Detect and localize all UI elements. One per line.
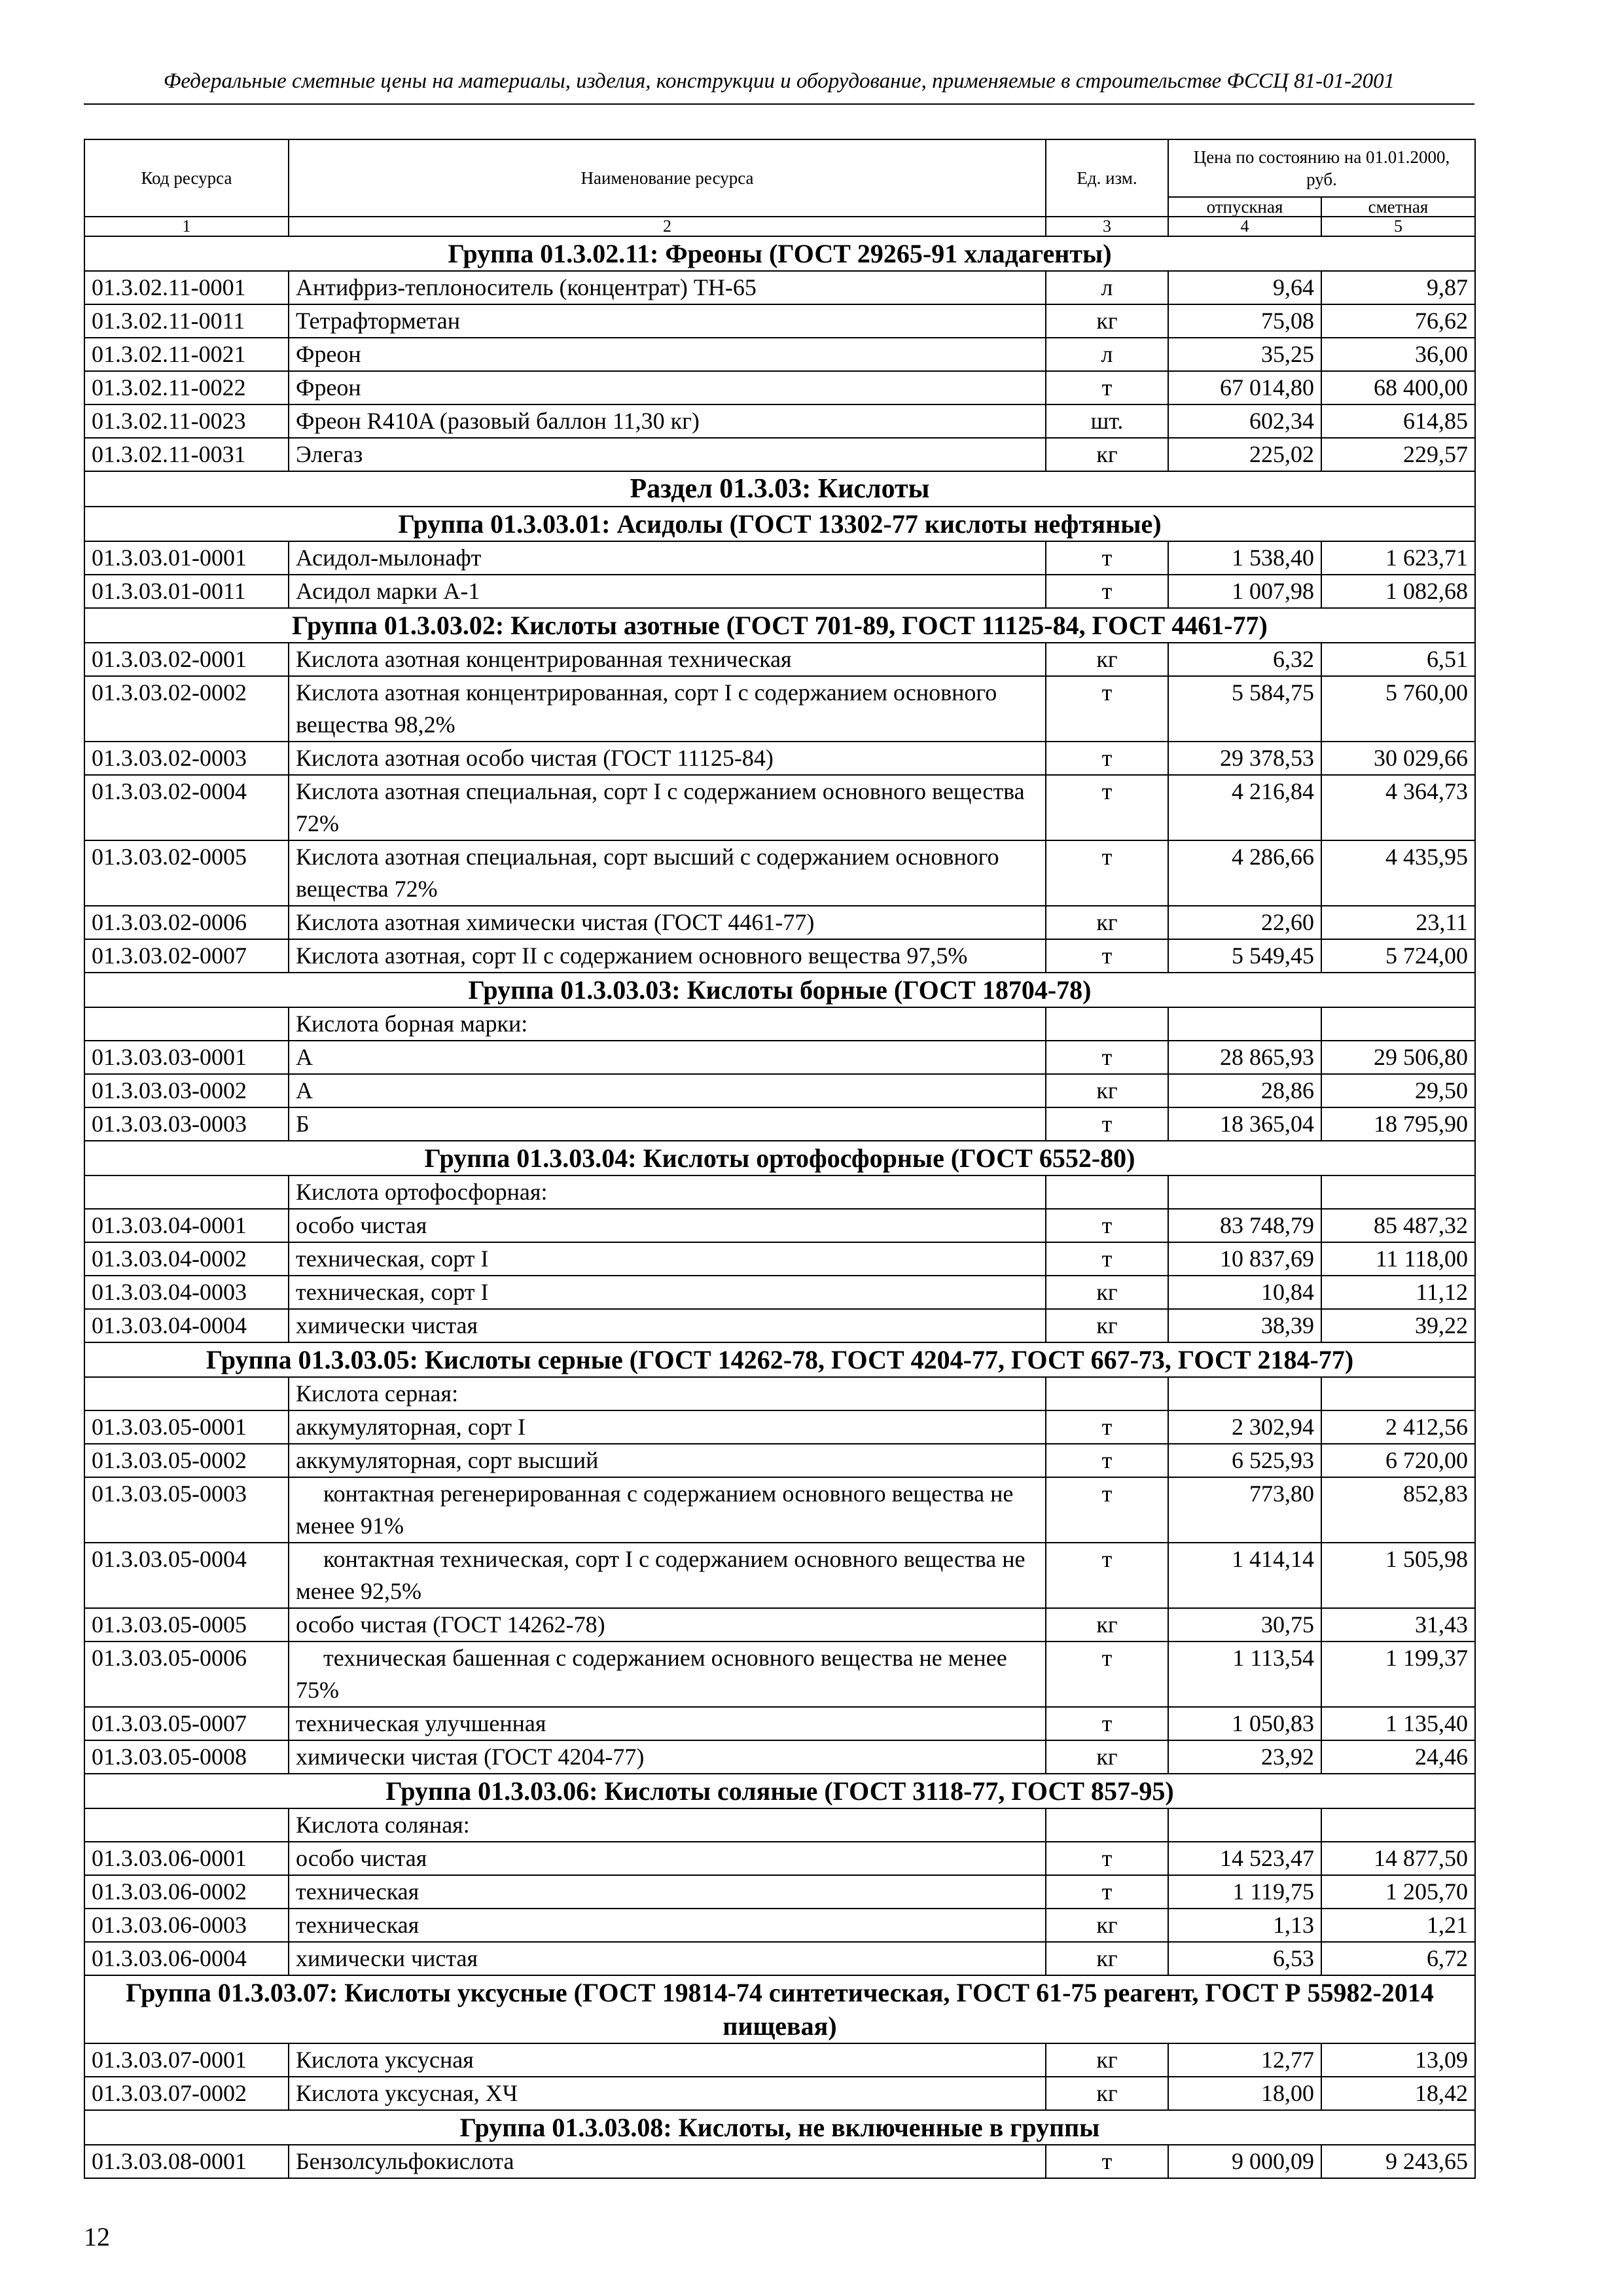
estimate-price: 30 029,66 [1321,742,1475,775]
estimate-price: 614,85 [1321,404,1475,438]
group-row [84,1975,1475,2043]
estimate-price: 9 243,65 [1321,2145,1475,2178]
release-price: 5 584,75 [1168,676,1321,742]
resource-code: 01.3.03.02-0003 [84,742,289,775]
table-row [84,2145,1475,2178]
resource-name: Бензолсульфокислота [289,2145,1046,2178]
unit-cell: т [1046,1543,1168,1608]
resource-name: Фреон [289,371,1046,404]
unit-cell: кг [1046,1074,1168,1107]
table-row [84,271,1475,304]
header-rule [84,103,1474,105]
unit-cell [1046,1175,1168,1209]
table-row [84,1209,1475,1242]
resource-name: Асидол-мылонафт [289,541,1046,575]
subheading-row [84,1377,1475,1410]
table-row [84,1242,1475,1276]
resource-name: Кислота соляная: [289,1808,1046,1842]
estimate-price: 6,72 [1321,1942,1475,1975]
resource-name [289,1477,1046,1543]
estimate-price: 1,21 [1321,1909,1475,1942]
release-price: 29 378,53 [1168,742,1321,775]
resource-name: Кислота азотная специальная, сорт высший с содержанием основного вещества 72% [289,840,1046,906]
release-price [1168,1007,1321,1041]
estimate-price: 85 487,32 [1321,1209,1475,1242]
group-row [84,1141,1475,1175]
unit-cell: т [1046,840,1168,906]
table-row [84,1041,1475,1074]
estimate-price: 23,11 [1321,906,1475,939]
release-price: 35,25 [1168,338,1321,371]
resource-code [84,1377,289,1410]
table-row [84,1309,1475,1342]
release-price: 30,75 [1168,1608,1321,1641]
section-row [84,471,1475,507]
resource-name: техническая, сорт I [289,1276,1046,1309]
table-row [84,1543,1475,1608]
unit-cell: кг [1046,643,1168,676]
resource-name: Тетрафторметан [289,304,1046,338]
resource-code: 01.3.03.02-0002 [84,676,289,742]
table-row [84,1909,1475,1942]
unit-cell: т [1046,1209,1168,1242]
estimate-price: 6 720,00 [1321,1444,1475,1477]
release-price: 28 865,93 [1168,1041,1321,1074]
resource-name: Кислота азотная концентрированная техническая [289,643,1046,676]
unit-cell: кг [1046,304,1168,338]
release-price: 6,53 [1168,1942,1321,1975]
resource-code: 01.3.03.07-0002 [84,2077,289,2110]
resource-code: 01.3.03.05-0001 [84,1410,289,1444]
resource-code: 01.3.03.06-0003 [84,1909,289,1942]
release-price: 1 538,40 [1168,541,1321,575]
unit-cell: кг [1046,1740,1168,1774]
release-price: 4 216,84 [1168,775,1321,840]
group-title: Группа 01.3.03.05: Кислоты серные (ГОСТ 14262-78, ГОСТ 4204-77, ГОСТ 667-73, ГОСТ 2184-77) [84,1342,1475,1377]
table-body [84,236,1475,2178]
estimate-price: 39,22 [1321,1309,1475,1342]
unit-cell: т [1046,1842,1168,1875]
group-title: Группа 01.3.03.03: Кислоты борные (ГОСТ 18704-78) [84,973,1475,1007]
resource-name: Кислота азотная особо чистая (ГОСТ 11125-84) [289,742,1046,775]
resource-code: 01.3.03.06-0001 [84,1842,289,1875]
release-price: 10,84 [1168,1276,1321,1309]
estimate-price: 6,51 [1321,643,1475,676]
resource-code: 01.3.03.05-0003 [84,1477,289,1543]
resource-name: А [289,1041,1046,1074]
release-price: 1 119,75 [1168,1875,1321,1909]
group-row [84,1342,1475,1377]
table-row [84,840,1475,906]
release-price: 4 286,66 [1168,840,1321,906]
resource-code: 01.3.02.11-0021 [84,338,289,371]
resource-name: Кислота азотная концентрированная, сорт I с содержанием основного вещества 98,2% [289,676,1046,742]
group-title: Группа 01.3.03.07: Кислоты уксусные (ГОСТ 19814-74 синтетическая, ГОСТ 61-75 реагент, ГОСТ Р 55982-2014 пищевая) [84,1975,1475,2043]
release-price: 22,60 [1168,906,1321,939]
resource-code: 01.3.02.11-0011 [84,304,289,338]
group-row [84,608,1475,643]
table-row [84,338,1475,371]
release-price: 1,13 [1168,1909,1321,1942]
release-price: 14 523,47 [1168,1842,1321,1875]
unit-cell: т [1046,541,1168,575]
release-price: 9,64 [1168,271,1321,304]
unit-cell: т [1046,371,1168,404]
resource-code: 01.3.03.03-0003 [84,1107,289,1141]
unit-cell: т [1046,742,1168,775]
release-price: 75,08 [1168,304,1321,338]
table-row [84,1875,1475,1909]
unit-cell [1046,1377,1168,1410]
col-header-unit: Ед. изм. [1046,139,1168,217]
unit-cell: кг [1046,1909,1168,1942]
unit-cell: т [1046,1242,1168,1276]
release-price: 83 748,79 [1168,1209,1321,1242]
resource-code: 01.3.03.02-0005 [84,840,289,906]
resource-name: Кислота уксусная, ХЧ [289,2077,1046,2110]
group-title: Группа 01.3.03.04: Кислоты ортофосфорные (ГОСТ 6552-80) [84,1141,1475,1175]
unit-cell: т [1046,1477,1168,1543]
table-row [84,1107,1475,1141]
subheading-row [84,1175,1475,1209]
estimate-price: 2 412,56 [1321,1410,1475,1444]
estimate-price: 11 118,00 [1321,1242,1475,1276]
resource-code: 01.3.03.08-0001 [84,2145,289,2178]
unit-cell: т [1046,775,1168,840]
release-price: 9 000,09 [1168,2145,1321,2178]
unit-cell: т [1046,2145,1168,2178]
release-price: 602,34 [1168,404,1321,438]
table-row [84,1410,1475,1444]
resource-name: химически чистая (ГОСТ 4204-77) [289,1740,1046,1774]
table-row [84,2043,1475,2077]
price-table [84,139,1476,2179]
resource-code: 01.3.03.05-0008 [84,1740,289,1774]
unit-cell: т [1046,676,1168,742]
table-row [84,371,1475,404]
group-row [84,973,1475,1007]
resource-name: Кислота серная: [289,1377,1046,1410]
estimate-price: 11,12 [1321,1276,1475,1309]
release-price: 10 837,69 [1168,1242,1321,1276]
estimate-price [1321,1377,1475,1410]
section-title: Раздел 01.3.03: Кислоты [84,471,1475,507]
estimate-price: 76,62 [1321,304,1475,338]
resource-name: особо чистая [289,1209,1046,1242]
resource-name: Кислота азотная специальная, сорт I с содержанием основного вещества 72% [289,775,1046,840]
unit-cell: т [1046,1444,1168,1477]
col-header-release: отпускная [1168,197,1321,217]
table-row [84,1276,1475,1309]
unit-cell: кг [1046,438,1168,471]
table-row [84,1444,1475,1477]
unit-cell: т [1046,575,1168,608]
release-price: 12,77 [1168,2043,1321,2077]
estimate-price: 36,00 [1321,338,1475,371]
unit-cell: кг [1046,1942,1168,1975]
table-row [84,742,1475,775]
col-number: 4 [1168,217,1321,236]
resource-name: особо чистая [289,1842,1046,1875]
table-row [84,304,1475,338]
release-price: 23,92 [1168,1740,1321,1774]
unit-cell [1046,1808,1168,1842]
table-row [84,1641,1475,1707]
group-row [84,507,1475,541]
col-number: 1 [84,217,289,236]
estimate-price: 29,50 [1321,1074,1475,1107]
resource-code: 01.3.03.07-0001 [84,2043,289,2077]
estimate-price: 4 435,95 [1321,840,1475,906]
subheading-row [84,1808,1475,1842]
resource-code [84,1808,289,1842]
release-price: 6 525,93 [1168,1444,1321,1477]
unit-cell: кг [1046,906,1168,939]
release-price: 5 549,45 [1168,939,1321,973]
resource-name: Фреон [289,338,1046,371]
page-number: 12 [84,2222,110,2251]
resource-name: химически чистая [289,1309,1046,1342]
table-row [84,575,1475,608]
resource-code: 01.3.03.02-0006 [84,906,289,939]
unit-cell: кг [1046,2043,1168,2077]
resource-name: Кислота борная марки: [289,1007,1046,1041]
resource-code: 01.3.03.02-0001 [84,643,289,676]
estimate-price: 1 505,98 [1321,1543,1475,1608]
resource-code: 01.3.03.04-0002 [84,1242,289,1276]
release-price: 773,80 [1168,1477,1321,1543]
resource-code: 01.3.03.02-0007 [84,939,289,973]
unit-cell: т [1046,939,1168,973]
resource-name: особо чистая (ГОСТ 14262-78) [289,1608,1046,1641]
resource-code: 01.3.03.03-0001 [84,1041,289,1074]
estimate-price: 1 135,40 [1321,1707,1475,1740]
resource-code [84,1175,289,1209]
resource-name: химически чистая [289,1942,1046,1975]
unit-cell: кг [1046,1276,1168,1309]
estimate-price: 9,87 [1321,271,1475,304]
resource-code: 01.3.03.02-0004 [84,775,289,840]
unit-cell [1046,1007,1168,1041]
group-title: Группа 01.3.02.11: Фреоны (ГОСТ 29265-91 хладагенты) [84,236,1475,271]
table-row [84,438,1475,471]
estimate-price: 24,46 [1321,1740,1475,1774]
running-header: Федеральные сметные цены на материалы, изделия, конструкции и оборудование, применяемые в строительстве ФССЦ 81-01-2001 [163,69,1395,93]
estimate-price: 5 724,00 [1321,939,1475,973]
estimate-price: 68 400,00 [1321,371,1475,404]
unit-cell: кг [1046,1608,1168,1641]
subheading-row [84,1007,1475,1041]
col-header-code: Код ресурса [84,139,289,217]
resource-code [84,1007,289,1041]
release-price [1168,1377,1321,1410]
resource-name [289,1543,1046,1608]
group-row [84,2110,1475,2145]
col-number: 5 [1321,217,1475,236]
resource-name: Антифриз-теплоноситель (концентрат) ТН-65 [289,271,1046,304]
release-price: 1 007,98 [1168,575,1321,608]
table-row [84,1740,1475,1774]
col-header-estimate: сметная [1321,197,1475,217]
release-price: 38,39 [1168,1309,1321,1342]
release-price [1168,1175,1321,1209]
table-row [84,906,1475,939]
resource-name: А [289,1074,1046,1107]
group-row [84,1774,1475,1808]
resource-name: техническая [289,1909,1046,1942]
resource-name-text: техническая башенная с содержанием основного вещества не менее 75% [296,1645,1007,1703]
table-row [84,643,1475,676]
estimate-price: 13,09 [1321,2043,1475,2077]
resource-name: техническая [289,1875,1046,1909]
resource-name: Кислота азотная химически чистая (ГОСТ 4461-77) [289,906,1046,939]
group-title: Группа 01.3.03.01: Асидолы (ГОСТ 13302-77 кислоты нефтяные) [84,507,1475,541]
estimate-price: 29 506,80 [1321,1041,1475,1074]
resource-code: 01.3.03.01-0001 [84,541,289,575]
col-header-price: Цена по состоянию на 01.01.2000, руб. [1168,139,1475,197]
resource-code: 01.3.02.11-0023 [84,404,289,438]
resource-name: Элегаз [289,438,1046,471]
table-row [84,1707,1475,1740]
resource-name: техническая, сорт I [289,1242,1046,1276]
unit-cell: шт. [1046,404,1168,438]
release-price: 1 414,14 [1168,1543,1321,1608]
resource-code: 01.3.02.11-0001 [84,271,289,304]
resource-name: аккумуляторная, сорт I [289,1410,1046,1444]
estimate-price: 852,83 [1321,1477,1475,1543]
group-title: Группа 01.3.03.08: Кислоты, не включенные в группы [84,2110,1475,2145]
estimate-price: 14 877,50 [1321,1842,1475,1875]
resource-code: 01.3.03.05-0005 [84,1608,289,1641]
release-price: 1 050,83 [1168,1707,1321,1740]
release-price: 225,02 [1168,438,1321,471]
release-price: 18 365,04 [1168,1107,1321,1141]
estimate-price: 4 364,73 [1321,775,1475,840]
estimate-price [1321,1007,1475,1041]
resource-code: 01.3.03.05-0007 [84,1707,289,1740]
unit-cell: т [1046,1641,1168,1707]
col-number: 3 [1046,217,1168,236]
resource-code: 01.3.03.04-0001 [84,1209,289,1242]
unit-cell: л [1046,271,1168,304]
resource-name: Фреон R410A (разовый баллон 11,30 кг) [289,404,1046,438]
table-row [84,1074,1475,1107]
unit-cell: л [1046,338,1168,371]
resource-name: Б [289,1107,1046,1141]
resource-name: Кислота ортофосфорная: [289,1175,1046,1209]
resource-code: 01.3.03.06-0004 [84,1942,289,1975]
resource-code: 01.3.03.04-0004 [84,1309,289,1342]
unit-cell: т [1046,1410,1168,1444]
resource-name [289,1641,1046,1707]
estimate-price: 18,42 [1321,2077,1475,2110]
estimate-price: 18 795,90 [1321,1107,1475,1141]
resource-code: 01.3.02.11-0031 [84,438,289,471]
resource-name-text: контактная регенерированная с содержанием основного вещества не менее 91% [296,1480,1014,1539]
release-price: 18,00 [1168,2077,1321,2110]
table-row [84,404,1475,438]
table-row [84,1842,1475,1875]
release-price: 6,32 [1168,643,1321,676]
estimate-price: 31,43 [1321,1608,1475,1641]
col-header-name: Наименование ресурса [289,139,1046,217]
group-row [84,236,1475,271]
unit-cell: т [1046,1041,1168,1074]
table-row [84,676,1475,742]
unit-cell: т [1046,1875,1168,1909]
estimate-price: 5 760,00 [1321,676,1475,742]
resource-code: 01.3.03.06-0002 [84,1875,289,1909]
unit-cell: т [1046,1107,1168,1141]
col-number: 2 [289,217,1046,236]
resource-code: 01.3.03.04-0003 [84,1276,289,1309]
resource-name: Асидол марки А-1 [289,575,1046,608]
unit-cell: т [1046,1707,1168,1740]
release-price: 67 014,80 [1168,371,1321,404]
resource-name: Кислота азотная, сорт II с содержанием основного вещества 97,5% [289,939,1046,973]
resource-name-text: контактная техническая, сорт I с содержанием основного вещества не менее 92,5% [296,1546,1026,1604]
table-row [84,939,1475,973]
release-price: 2 302,94 [1168,1410,1321,1444]
release-price: 28,86 [1168,1074,1321,1107]
resource-code: 01.3.03.05-0004 [84,1543,289,1608]
group-title: Группа 01.3.03.06: Кислоты соляные (ГОСТ 3118-77, ГОСТ 857-95) [84,1774,1475,1808]
unit-cell: кг [1046,1309,1168,1342]
release-price [1168,1808,1321,1842]
resource-name: аккумуляторная, сорт высший [289,1444,1046,1477]
estimate-price: 1 623,71 [1321,541,1475,575]
table-row [84,1942,1475,1975]
resource-code: 01.3.03.01-0011 [84,575,289,608]
table-row [84,2077,1475,2110]
table-row [84,1477,1475,1543]
group-title: Группа 01.3.03.02: Кислоты азотные (ГОСТ 701-89, ГОСТ 11125-84, ГОСТ 4461-77) [84,608,1475,643]
estimate-price: 1 199,37 [1321,1641,1475,1707]
estimate-price [1321,1808,1475,1842]
table-row [84,1608,1475,1641]
estimate-price: 229,57 [1321,438,1475,471]
unit-cell: кг [1046,2077,1168,2110]
resource-code: 01.3.03.03-0002 [84,1074,289,1107]
estimate-price: 1 082,68 [1321,575,1475,608]
estimate-price [1321,1175,1475,1209]
table-row [84,775,1475,840]
resource-code: 01.3.03.05-0006 [84,1641,289,1707]
release-price: 1 113,54 [1168,1641,1321,1707]
resource-code: 01.3.03.05-0002 [84,1444,289,1477]
estimate-price: 1 205,70 [1321,1875,1475,1909]
resource-name: техническая улучшенная [289,1707,1046,1740]
resource-code: 01.3.02.11-0022 [84,371,289,404]
resource-name: Кислота уксусная [289,2043,1046,2077]
table-row [84,541,1475,575]
